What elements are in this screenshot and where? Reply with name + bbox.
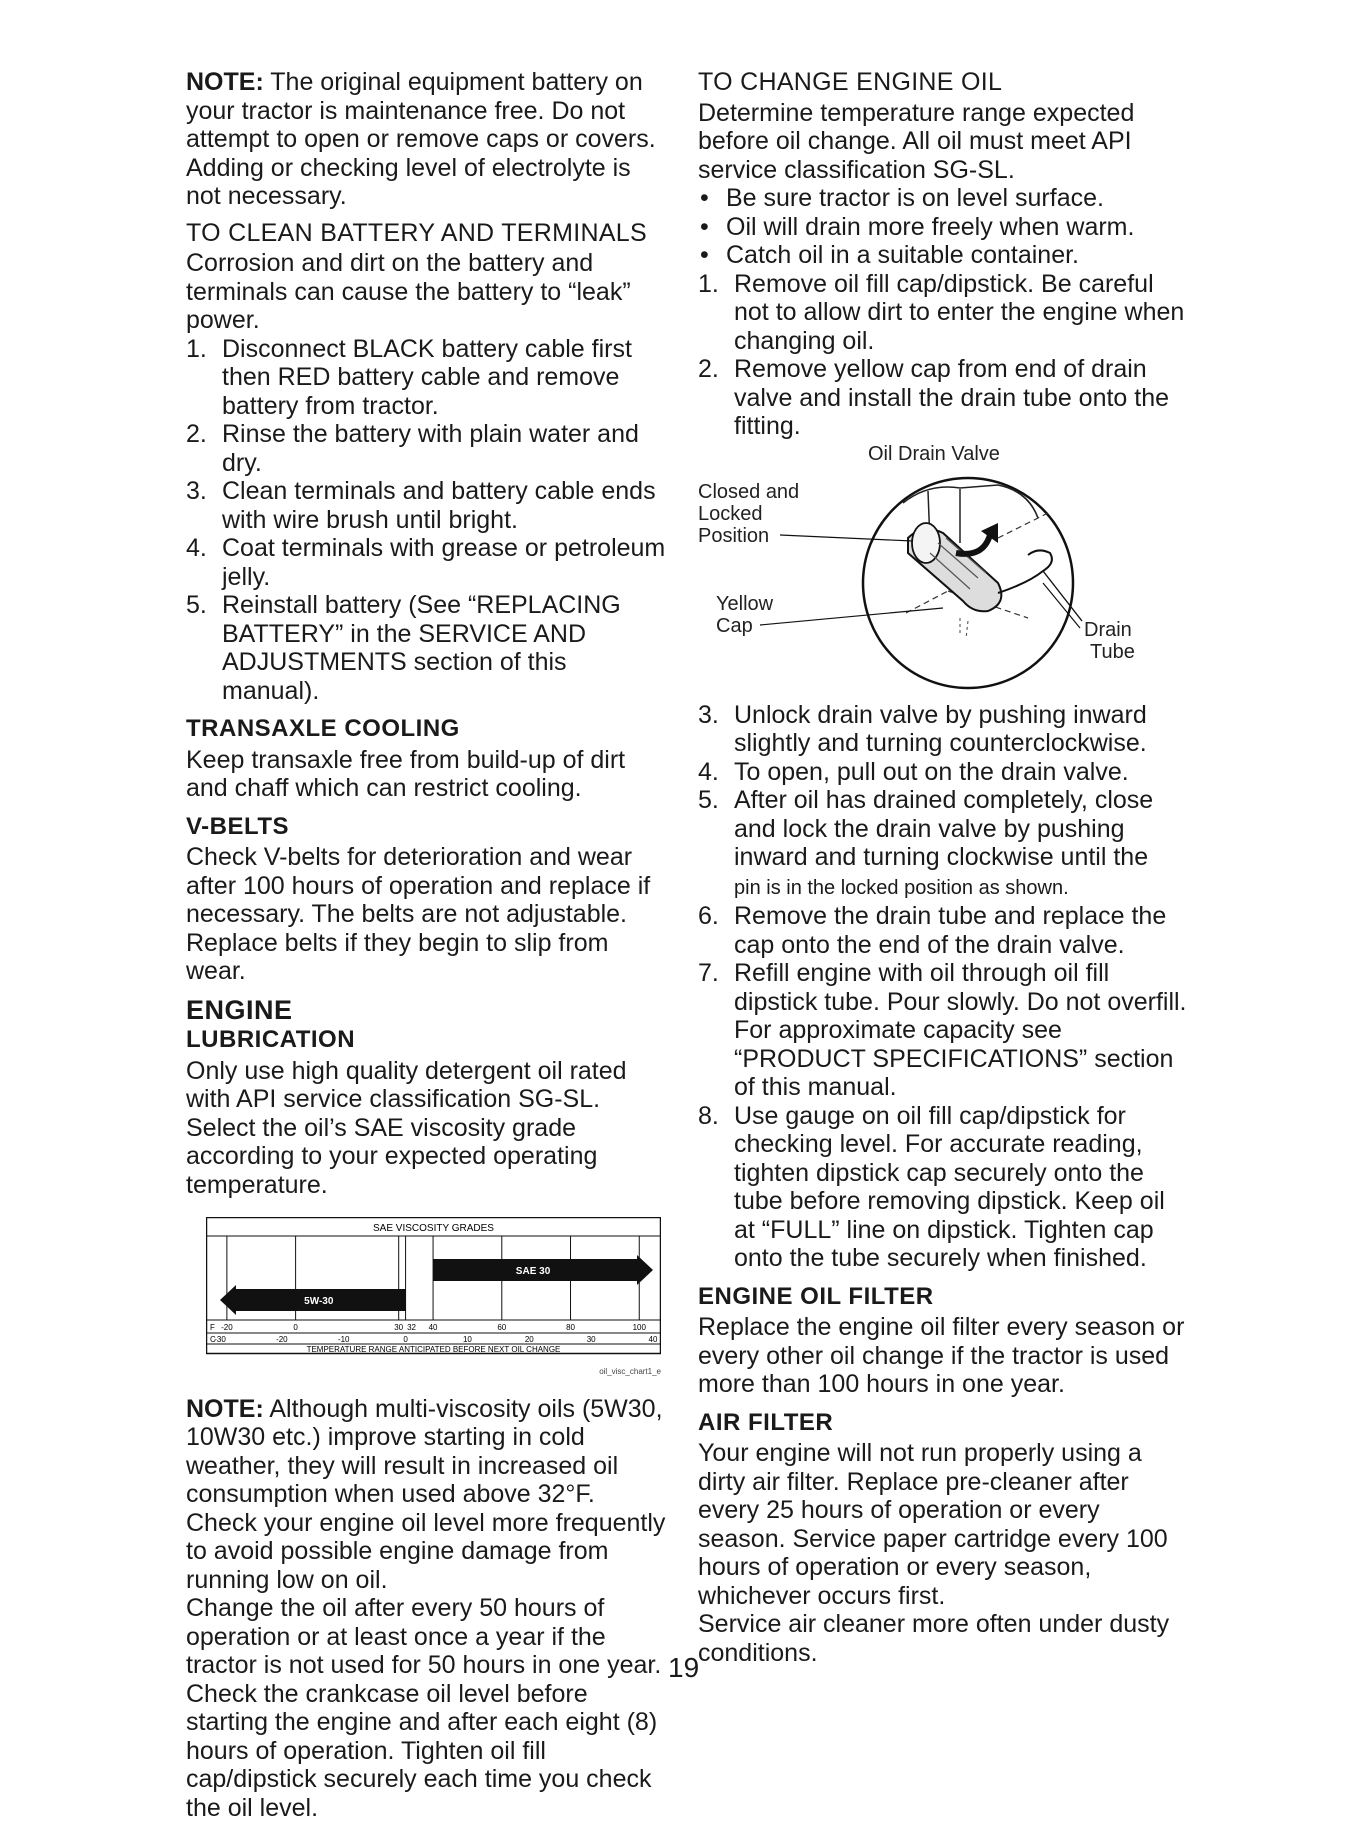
list-item [186, 591, 666, 705]
step-number: 4. [186, 534, 222, 591]
right-column [698, 68, 1188, 1667]
drain-valve-illustration [698, 443, 1188, 693]
step-number: 2. [186, 420, 222, 477]
change-oil-heading: TO CHANGE ENGINE OIL [698, 68, 1188, 97]
change-oil-steps-c [698, 902, 1188, 1273]
step-text: After oil has drained completely, close and lock the drain valve by pushing inward and turning clockwise until the [734, 786, 1153, 871]
bullet-text: Be sure tractor is on level surface. [726, 184, 1104, 213]
viscosity-bar-label: SAE 30 [516, 1266, 551, 1277]
list-item [698, 701, 1188, 758]
change-interval-text: Change the oil after every 50 hours of operation or at least once a year if the tractor is not used for 50 hours in one year. [186, 1594, 666, 1680]
drain-tube-label-line2: Tube [1090, 641, 1135, 663]
step-text: Clean terminals and battery cable ends with wire brush until bright. [222, 477, 666, 534]
crankcase-text: Check the crankcase oil level before starting the engine and after each eight (8) hours of operation. Tighten oil fill cap/dipstick securely each time you check the oil level. [186, 1680, 666, 1822]
oil-filter-heading: ENGINE OIL FILTER [698, 1283, 1188, 1312]
step-text: Remove oil fill cap/dipstick. Be careful not to allow dirt to enter the engine when changing oil. [734, 270, 1188, 356]
step-number: 2. [698, 355, 734, 441]
step-number: 8. [698, 1102, 734, 1273]
step-number: 5. [698, 786, 734, 902]
change-oil-intro: Determine temperature range expected before oil change. All oil must meet API service classification SG-SL. [698, 99, 1188, 185]
step-text: Refill engine with oil through oil fill dipstick tube. Pour slowly. Do not overfill. For approximate capacity see “PRODUCT SPECIFICATIONS” section of this manual. [734, 959, 1188, 1102]
bullet-text: Catch oil in a suitable container. [726, 241, 1079, 270]
oil-drain-valve-figure [698, 443, 1188, 693]
transaxle-text: Keep transaxle free from build-up of dirt and chaff which can restrict cooling. [186, 746, 666, 803]
bullet-icon: • [698, 241, 726, 270]
step-number: 1. [698, 270, 734, 356]
list-item [698, 355, 1188, 441]
step-number: 5. [186, 591, 222, 705]
step-text: Remove yellow cap from end of drain valve and install the drain tube onto the fitting. [734, 355, 1188, 441]
step-text: Coat terminals with grease or petroleum jelly. [222, 534, 666, 591]
list-item [698, 786, 1188, 902]
bullet-icon: • [698, 213, 726, 242]
viscosity-chart-svg [206, 1217, 661, 1357]
closed-locked-label-line3: Position [698, 525, 769, 547]
clean-battery-steps [186, 335, 666, 706]
step-number: 3. [698, 701, 734, 758]
list-item [698, 213, 1188, 242]
list-item [698, 1102, 1188, 1273]
list-item [186, 420, 666, 477]
step-text: Use gauge on oil fill cap/dipstick for checking level. For accurate reading, tighten dipstick cap securely onto the tube before removing dipstick. Keep oil at “FULL” line on dipstick. Tighten cap onto the tube securely when finished. [734, 1102, 1188, 1273]
fahrenheit-tick-label: 100 [633, 1323, 647, 1332]
change-oil-steps-a [698, 270, 1188, 441]
chart-code: oil_visc_chart1_e [206, 1358, 661, 1387]
fahrenheit-tick-label: 30 [394, 1323, 403, 1332]
celsius-tick-label: 0 [403, 1335, 408, 1344]
list-item [186, 534, 666, 591]
list-item [186, 477, 666, 534]
step-text: Reinstall battery (See “REPLACING BATTERY” in the SERVICE AND ADJUSTMENTS section of this manual). [222, 591, 666, 705]
bullet-text: Oil will drain more freely when warm. [726, 213, 1134, 242]
celsius-tick-label: 30 [587, 1335, 596, 1344]
battery-note [186, 68, 666, 211]
closed-locked-label-line1: Closed and [698, 481, 799, 503]
fahrenheit-tick-label: -20 [221, 1323, 233, 1332]
fahrenheit-label: F [210, 1323, 215, 1332]
oil-note-text: Although multi-viscosity oils (5W30, 10W30 etc.) improve starting in cold weather, they will result in increased oil consumption when used above 32°F. Check your engine oil level more frequently to avoid possible engine damage from running low on oil. [186, 1395, 665, 1594]
air-filter-heading: AIR FILTER [698, 1409, 1188, 1438]
fahrenheit-tick-label: 0 [293, 1323, 298, 1332]
fahrenheit-tick-label: 40 [429, 1323, 438, 1332]
lubrication-text: Only use high quality detergent oil rated with API service classification SG-SL. Select the oil’s SAE viscosity grade according to your expected operating temperature. [186, 1057, 666, 1200]
viscosity-bar-label: 5W-30 [304, 1296, 334, 1307]
oil-note [186, 1395, 666, 1595]
change-oil-steps-b [698, 701, 1188, 903]
yellow-cap-label-line1: Yellow [716, 593, 773, 615]
step-number: 6. [698, 902, 734, 959]
celsius-tick-label: 20 [525, 1335, 534, 1344]
page-number: 19 [668, 1652, 699, 1684]
step-text-small: pin is in the locked position as shown. [734, 877, 1069, 899]
step-number: 7. [698, 959, 734, 1102]
fahrenheit-tick-label: 80 [566, 1323, 575, 1332]
list-item [698, 270, 1188, 356]
vbelts-text: Check V-belts for deterioration and wear after 100 hours of operation and replace if necessary. The belts are not adjustable. Replace belts if they begin to slip from wear. [186, 843, 666, 986]
chart-xlabel: TEMPERATURE RANGE ANTICIPATED BEFORE NEXT OIL CHANGE [307, 1345, 561, 1354]
fahrenheit-tick-label: 60 [497, 1323, 506, 1332]
step-text: Rinse the battery with plain water and dry. [222, 420, 666, 477]
clean-battery-intro: Corrosion and dirt on the battery and terminals can cause the battery to “leak” power. [186, 249, 666, 335]
air-filter-text-2: Service air cleaner more often under dusty conditions. [698, 1610, 1188, 1667]
list-item [698, 959, 1188, 1102]
transaxle-heading: TRANSAXLE COOLING [186, 715, 666, 744]
celsius-tick-label: -30 [214, 1335, 226, 1344]
step-number: 4. [698, 758, 734, 787]
clean-battery-heading: TO CLEAN BATTERY AND TERMINALS [186, 219, 666, 248]
vbelts-heading: V-BELTS [186, 813, 666, 842]
step-text-with-small [734, 786, 1188, 902]
battery-note-text: The original equipment battery on your tractor is maintenance free. Do not attempt to open or remove caps or covers. Adding or checking level of electrolyte is not necessary. [186, 68, 656, 210]
step-text: To open, pull out on the drain valve. [734, 758, 1129, 787]
change-oil-bullets [698, 184, 1188, 270]
viscosity-chart [206, 1217, 661, 1387]
note-label: NOTE: [186, 68, 264, 96]
yellow-cap-label-line2: Cap [716, 615, 753, 637]
closed-locked-label-line2: Locked [698, 503, 763, 525]
list-item [698, 758, 1188, 787]
bullet-icon: • [698, 184, 726, 213]
fahrenheit-tick-label: 32 [407, 1323, 416, 1332]
celsius-tick-label: 10 [463, 1335, 472, 1344]
step-text: Remove the drain tube and replace the cap onto the end of the drain valve. [734, 902, 1188, 959]
engine-heading: ENGINE [186, 996, 666, 1025]
lubrication-heading: LUBRICATION [186, 1026, 666, 1055]
note-label: NOTE: [186, 1395, 264, 1423]
figure-title: Oil Drain Valve [868, 443, 1000, 465]
list-item [698, 184, 1188, 213]
step-number: 3. [186, 477, 222, 534]
celsius-tick-label: 40 [649, 1335, 658, 1344]
list-item [698, 241, 1188, 270]
step-text: Unlock drain valve by pushing inward slightly and turning counterclockwise. [734, 701, 1188, 758]
list-item [698, 902, 1188, 959]
celsius-label: C [210, 1335, 216, 1344]
oil-filter-text: Replace the engine oil filter every season or every other oil change if the tractor is used more than 100 hours in one year. [698, 1313, 1188, 1399]
drain-tube-label-line1: Drain [1084, 619, 1132, 641]
step-text: Disconnect BLACK battery cable first then RED battery cable and remove battery from tractor. [222, 335, 666, 421]
left-column [186, 68, 666, 1822]
celsius-tick-label: -10 [338, 1335, 350, 1344]
celsius-tick-label: -20 [276, 1335, 288, 1344]
step-number: 1. [186, 335, 222, 421]
list-item [186, 335, 666, 421]
chart-title: SAE VISCOSITY GRADES [373, 1223, 494, 1234]
air-filter-text: Your engine will not run properly using a dirty air filter. Replace pre-cleaner after every 25 hours of operation or every season. Service paper cartridge every 100 hours of operation or every season, whichever occurs first. [698, 1439, 1188, 1610]
